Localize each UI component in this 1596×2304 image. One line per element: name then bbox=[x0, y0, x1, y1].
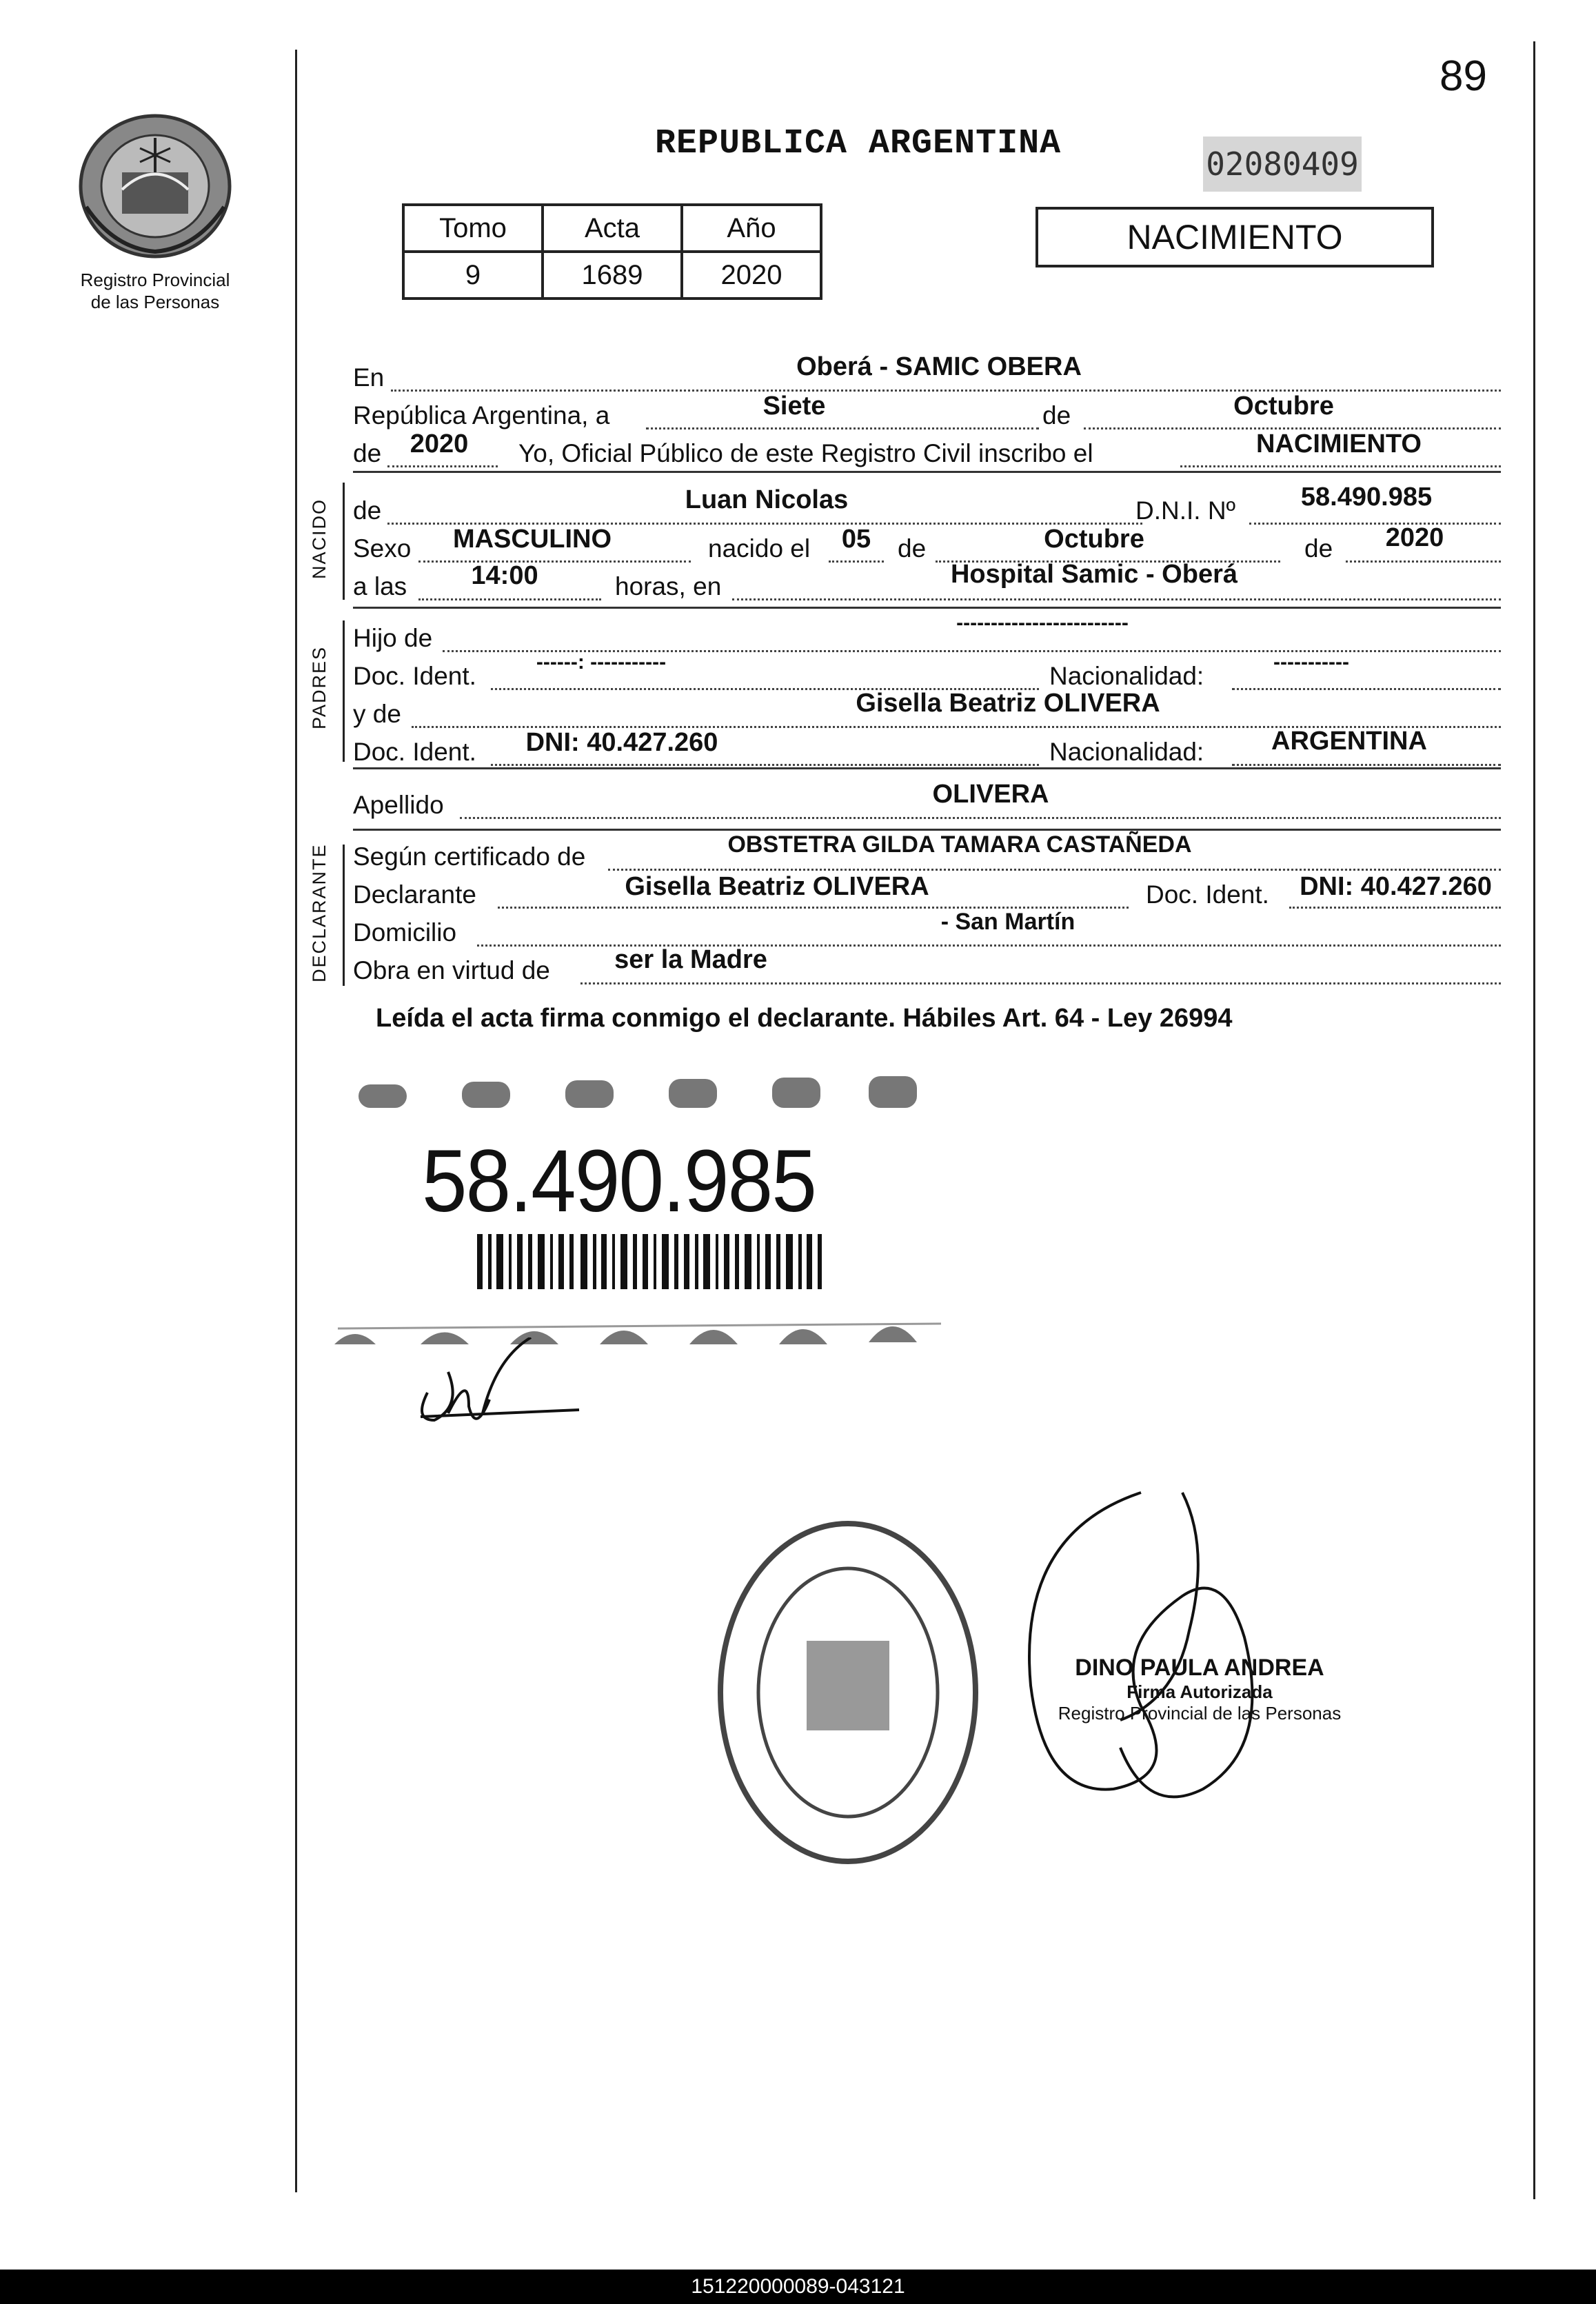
label-nacido-el: nacido el bbox=[708, 534, 811, 563]
registry-value-tomo: 9 bbox=[403, 252, 543, 299]
registry-header-acta: Acta bbox=[543, 205, 682, 252]
value-domicilio: - San Martín bbox=[940, 909, 1075, 935]
official-stamp bbox=[1027, 1655, 1372, 1724]
side-label-nacido: NACIDO bbox=[309, 498, 330, 579]
value-lugar-nac: Hospital Samic - Oberá bbox=[950, 560, 1238, 589]
side-label-padres: PADRES bbox=[309, 645, 330, 729]
row-hora bbox=[353, 560, 1501, 607]
separator-4 bbox=[353, 829, 1501, 831]
logo-caption-line1: Registro Provincial bbox=[80, 270, 230, 290]
row-anio bbox=[353, 430, 1501, 474]
value-hora: 14:00 bbox=[471, 561, 538, 590]
label-de-nombre: de bbox=[353, 496, 382, 525]
value-dni: 58.490.985 bbox=[1300, 483, 1433, 512]
official-stamp-name: DINO PAULA ANDREA bbox=[1075, 1655, 1324, 1681]
barcode-dni-label: 58.490.985 bbox=[422, 1132, 816, 1231]
label-doc-ident-2: Doc. Ident. bbox=[353, 738, 476, 766]
officer-initials-signature bbox=[407, 1337, 600, 1451]
label-hijo-de: Hijo de bbox=[353, 624, 433, 652]
padres-bracket bbox=[343, 620, 345, 762]
label-obra: Obra en virtud de bbox=[353, 956, 550, 984]
value-obra: ser la Madre bbox=[614, 945, 767, 974]
value-madre-doc: DNI: 40.427.260 bbox=[525, 728, 718, 757]
value-tipo-acta: NACIMIENTO bbox=[1256, 430, 1422, 458]
nacido-bracket bbox=[343, 483, 345, 600]
registry-value-anio: 2020 bbox=[682, 252, 821, 299]
value-apellido: OLIVERA bbox=[932, 780, 1049, 809]
value-lugar: Oberá - SAMIC OBERA bbox=[796, 352, 1082, 381]
value-anio-nac: 2020 bbox=[1385, 523, 1444, 552]
registry-value-acta: 1689 bbox=[543, 252, 682, 299]
left-margin-line bbox=[295, 50, 297, 2192]
label-de-mes-nac: de bbox=[898, 534, 927, 563]
value-dia-letras: Siete bbox=[762, 392, 826, 421]
label-doc-ident-3: Doc. Ident. bbox=[1146, 880, 1269, 909]
value-padre-doc: ------: ----------- bbox=[536, 651, 667, 674]
value-sexo: MASCULINO bbox=[452, 525, 612, 554]
label-de-mes: de bbox=[1042, 401, 1071, 430]
document-type-box: NACIMIENTO bbox=[1036, 207, 1434, 267]
authorized-signature bbox=[1017, 1479, 1306, 1827]
label-domicilio: Domicilio bbox=[353, 918, 457, 947]
label-yo: Yo, Oficial Público de este Registro Civil inscribo el bbox=[518, 439, 1093, 467]
logo-caption bbox=[65, 269, 245, 313]
label-de-anio-nac: de bbox=[1304, 534, 1333, 563]
page-number: 89 bbox=[1440, 52, 1487, 100]
label-horas-en: horas, en bbox=[615, 572, 722, 600]
separator-2 bbox=[353, 607, 1501, 609]
closing-statement: Leída el acta firma conmigo el declarante. Hábiles Art. 64 - Ley 26994 bbox=[376, 1004, 1233, 1033]
page-title: REPUBLICA ARGENTINA bbox=[655, 124, 1062, 163]
province-logo bbox=[72, 110, 238, 265]
row-apellido bbox=[353, 780, 1501, 825]
label-declarante: Declarante bbox=[353, 880, 476, 909]
registry-table bbox=[402, 203, 822, 300]
label-nacionalidad-2: Nacionalidad: bbox=[1049, 738, 1204, 766]
label-dni: D.N.I. Nº bbox=[1135, 496, 1236, 525]
value-declarante: Gisella Beatriz OLIVERA bbox=[625, 872, 929, 901]
label-apellido: Apellido bbox=[353, 791, 444, 819]
value-mes-nac: Octubre bbox=[1044, 525, 1144, 554]
footer-code: 151220000089-043121 bbox=[0, 2270, 1596, 2304]
value-certificado: OBSTETRA GILDA TAMARA CASTAÑEDA bbox=[727, 831, 1192, 858]
serial-number: 02080409 bbox=[1203, 137, 1362, 192]
value-padre-nac: ----------- bbox=[1273, 651, 1349, 674]
label-republica: República Argentina, a bbox=[353, 401, 610, 430]
label-nacionalidad-1: Nacionalidad: bbox=[1049, 662, 1204, 690]
label-doc-ident-1: Doc. Ident. bbox=[353, 662, 476, 690]
right-margin-line bbox=[1533, 41, 1535, 2199]
declarante-bracket bbox=[343, 845, 345, 986]
official-stamp-office: Registro Provincial de las Personas bbox=[1058, 1703, 1342, 1724]
value-mes: Octubre bbox=[1233, 392, 1334, 421]
value-padre: ------------------------- bbox=[956, 612, 1129, 634]
row-obra bbox=[353, 945, 1501, 991]
registry-header-anio: Año bbox=[682, 205, 821, 252]
label-segun: Según certificado de bbox=[353, 842, 586, 871]
row-domicilio bbox=[353, 909, 1501, 953]
label-sexo: Sexo bbox=[353, 534, 412, 563]
value-nombre: Luan Nicolas bbox=[685, 485, 849, 514]
label-de-anio: de bbox=[353, 439, 382, 467]
value-madre-nac: ARGENTINA bbox=[1271, 727, 1427, 756]
separator-1 bbox=[353, 471, 1501, 473]
side-label-declarante: DECLARANTE bbox=[309, 843, 330, 982]
label-en: En bbox=[353, 363, 385, 392]
registry-header-tomo: Tomo bbox=[403, 205, 543, 252]
value-madre: Gisella Beatriz OLIVERA bbox=[856, 689, 1160, 718]
separator-3 bbox=[353, 767, 1501, 769]
value-dia-nac: 05 bbox=[841, 525, 871, 554]
value-anio: 2020 bbox=[410, 430, 469, 458]
delegation-seal bbox=[710, 1513, 1000, 1882]
logo-caption-line2: de las Personas bbox=[90, 292, 220, 312]
value-declarante-doc: DNI: 40.427.260 bbox=[1300, 872, 1492, 901]
label-a-las: a las bbox=[353, 572, 407, 600]
label-y-de: y de bbox=[353, 700, 401, 728]
official-stamp-role: Firma Autorizada bbox=[1127, 1681, 1273, 1702]
